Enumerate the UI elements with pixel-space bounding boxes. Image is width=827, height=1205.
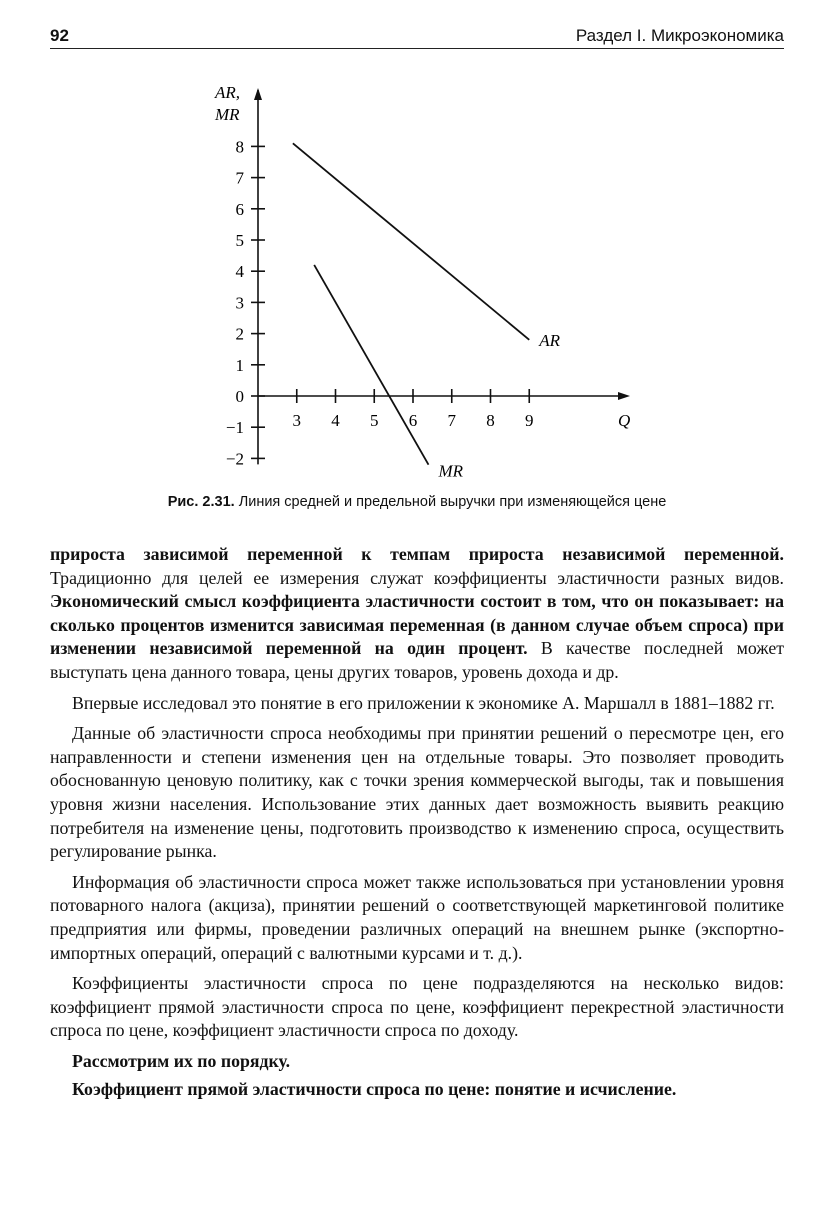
- x-tick-label: 3: [292, 411, 301, 430]
- y-tick-label: 6: [235, 199, 244, 219]
- heading-2: Коэффициент прямой эластичности спроса по цене: понятие и исчисление.: [72, 1079, 677, 1100]
- p1-text-2: В качестве последней может выступать цена данного товара, цены других товаров, уровень дохода и др.: [50, 638, 784, 682]
- y-tick-label: −1: [225, 418, 244, 438]
- y-axis-label-ar: AR,: [215, 83, 241, 102]
- chart-svg: [200, 78, 660, 483]
- chart-axes: [254, 88, 630, 464]
- p1-text-1: Традиционно для целей ее измерения служат коэффициенты эластичности разных видов.: [50, 567, 784, 588]
- caption-text: Линия средней и предельной выручки при изменяющейся цене: [234, 494, 667, 510]
- x-axis-arrow: [618, 392, 630, 400]
- y-tick-label: 8: [235, 137, 244, 157]
- page-header: [50, 22, 784, 49]
- section-title: Раздел I. Микроэкономика: [575, 26, 784, 45]
- y-tick-label: 4: [235, 262, 244, 282]
- x-tick-label: 4: [331, 411, 340, 430]
- x-tick-label: 6: [408, 411, 418, 430]
- paragraph-5: Коэффициенты эластичности спроса по цене подразделяются на несколько видов: коэффициент прямой эластичности спроса по цене, коэффициент перекрестной эластичности спроса по цене, коэффициент эластичности спроса по доходу.: [50, 973, 784, 1041]
- y-axis-label-mr: MR: [215, 105, 240, 124]
- chart-lines: [293, 143, 561, 480]
- y-tick-label: 7: [235, 168, 244, 188]
- series-label-ar: AR: [539, 330, 561, 350]
- series-line-mr: [314, 265, 428, 465]
- y-tick-label: 3: [235, 293, 244, 313]
- x-tick-label: 7: [447, 411, 456, 430]
- x-tick-label: 5: [370, 411, 379, 430]
- y-tick-label: 5: [235, 231, 244, 250]
- y-tick-label: 0: [235, 387, 244, 406]
- chart-ticks: [226, 137, 534, 468]
- figure-chart: [200, 78, 660, 483]
- paragraph-1: [50, 543, 784, 685]
- paragraph-2: Впервые исследовал это понятие в его приложении к экономике А. Маршалл в 1881–1882 гг.: [72, 692, 775, 713]
- series-label-mr: MR: [438, 461, 464, 481]
- page-number: 92: [50, 26, 69, 45]
- paragraph-4: Информация об эластичности спроса может также использоваться при установлении уровня потоварного налога (акциза), принятии решений о соответствующей маркетинговой политике предприятия или фирмы, проведении различных операций на внешнем рынке (экспортно-импортных операций, операций с валютными курсами и т. д.).: [50, 871, 784, 963]
- y-axis-arrow: [254, 88, 262, 100]
- p1-bold-1: прироста зависимой переменной к темпам прироста независимой переменной.: [50, 544, 784, 564]
- y-tick-label: 1: [235, 355, 244, 375]
- x-tick-label: 9: [525, 411, 534, 430]
- caption-label: Рис. 2.31.: [167, 494, 235, 510]
- y-tick-label: −2: [225, 449, 244, 469]
- paragraph-3: Данные об эластичности спроса необходимы при принятии решений о пересмотре цен, его направленности и степени изменения цен на отдельные товары. Это позволяет проводить обоснованную ценовую политику, как с точки зрения коммерческой выгоды, так и повышения уровня жизни населения. Использование этих данных дает возможность выявить реакцию потребителя на изменение цены, подготовить производство к изменению спроса, осуществить регулирование рынка.: [50, 723, 784, 862]
- series-line-ar: [293, 143, 529, 340]
- x-tick-label: 8: [486, 411, 495, 430]
- heading-1: Рассмотрим их по порядку.: [72, 1050, 291, 1071]
- body-text: [50, 543, 784, 1107]
- p1-bold-2: Экономический смысл коэффициента эластичности состоит в том, что он показывает: на сколько процентов изменится зависимая переменная (в данном случае объем спроса) при изменении независимой переменной на один процент.: [50, 591, 784, 659]
- x-axis-label: Q: [618, 411, 631, 430]
- figure-caption: [50, 494, 784, 510]
- y-tick-label: 2: [235, 324, 244, 344]
